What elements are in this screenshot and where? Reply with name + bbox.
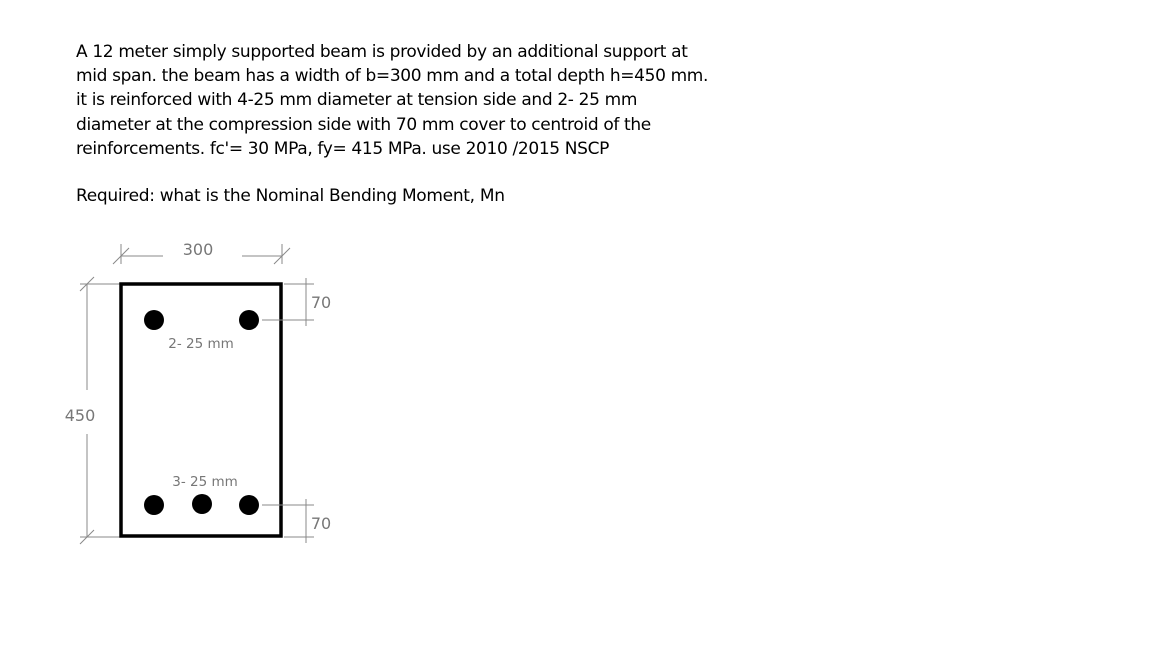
bottom-bar-2: [192, 494, 212, 514]
problem-line-1: A 12 meter simply supported beam is provided by an additional support at: [76, 42, 688, 62]
top-bar-2: [239, 310, 259, 330]
bottom-bar-1: [144, 495, 164, 515]
top-bar-1: [144, 310, 164, 330]
width-label: 300: [182, 240, 214, 259]
problem-line-2: mid span. the beam has a width of b=300 mm and a total depth h=450 mm.: [76, 66, 709, 87]
bottom-bars-label: 3- 25 mm: [172, 474, 238, 490]
problem-line-3: it is reinforced with 4-25 mm diameter at tension side and 2- 25 mm: [76, 90, 638, 111]
problem-line-5: reinforcements. fc'= 30 MPa, fy= 415 MPa. use 2010 /2015 NSCP: [76, 138, 610, 159]
problem-line-4: diameter at the compression side with 70 mm cover to centroid of the: [76, 114, 651, 135]
depth-label: 450: [64, 406, 96, 425]
top-bars-label: 2- 25 mm: [168, 336, 234, 352]
top-cover-label: 70: [310, 293, 332, 312]
required-question: Required: what is the Nominal Bending Moment, Mn: [76, 186, 505, 206]
bottom-cover-label: 70: [310, 514, 332, 533]
bottom-bar-3: [239, 495, 259, 515]
